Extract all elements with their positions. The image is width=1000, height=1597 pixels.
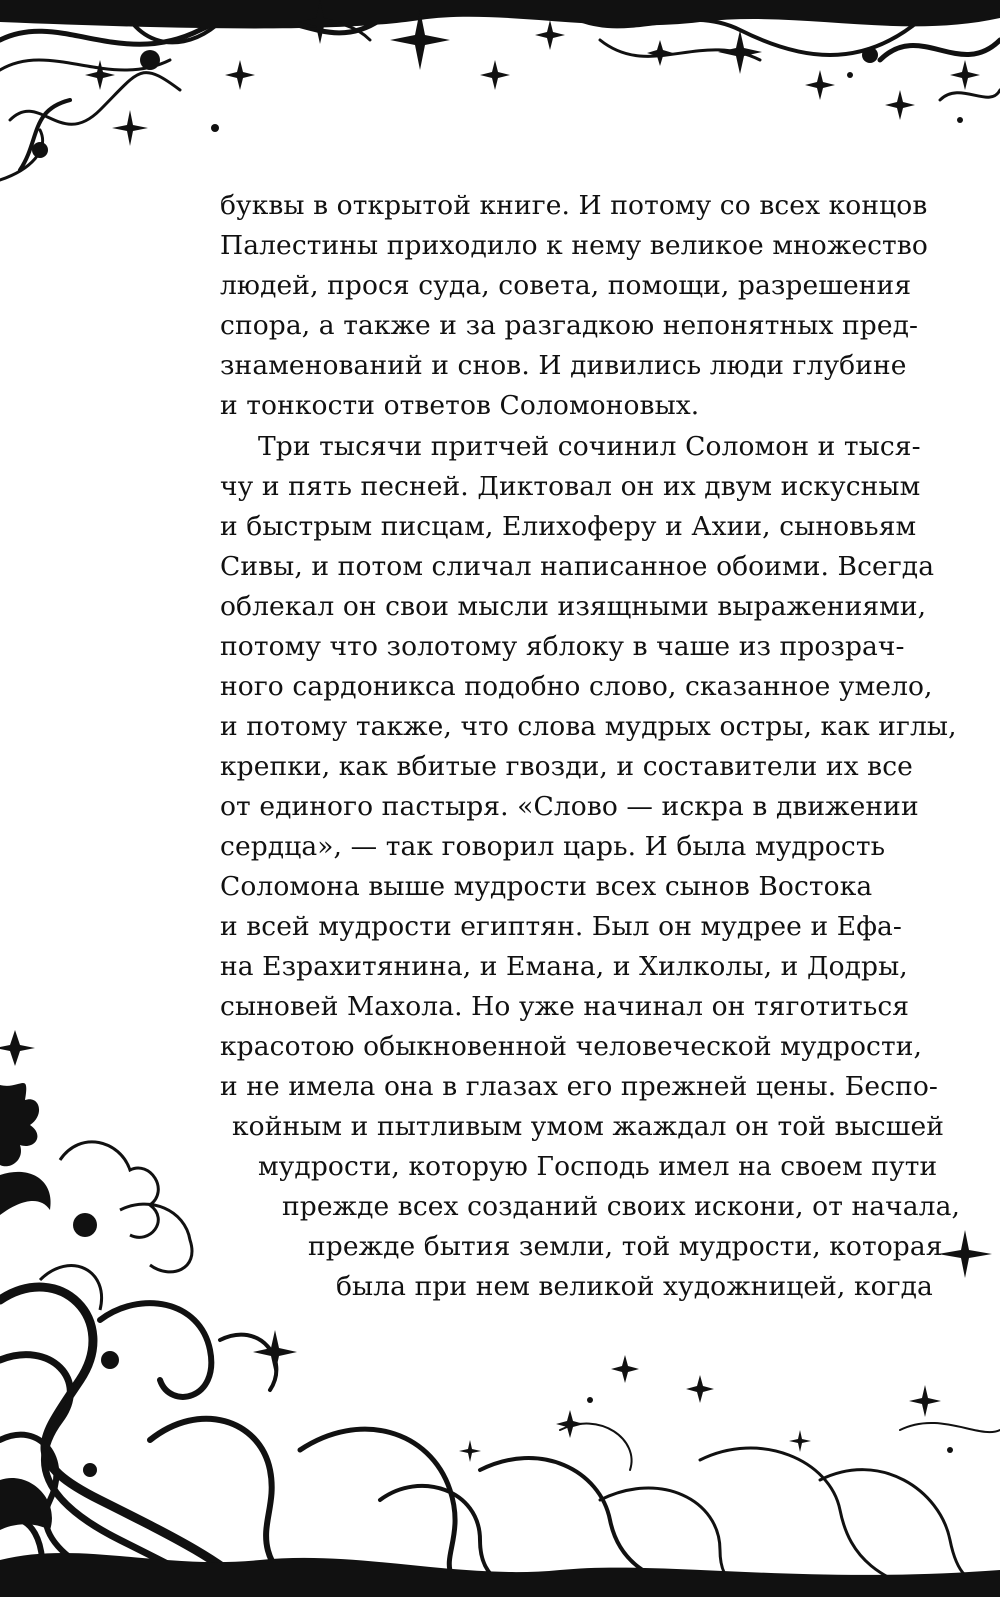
text-line: и всей мудрости египтян. Был он мудрее и Ефа-: [220, 911, 902, 942]
text-line: Три тысячи притчей сочинил Соломон и тыся-: [258, 431, 921, 462]
text-line: и не имела она в глазах его прежней цены. Беспо-: [220, 1071, 938, 1102]
text-line: людей, прося суда, совета, помощи, разрешения: [220, 270, 912, 301]
left-flower: [40, 1142, 192, 1310]
text-line: потому что золотому яблоку в чаше из прозрач-: [220, 631, 905, 662]
text-line: сыновей Махола. Но уже начинал он тяготиться: [220, 991, 910, 1022]
text-line: Соломона выше мудрости всех сынов Востока: [220, 871, 873, 902]
text-line: и потому также, что слова мудрых остры, как иглы,: [220, 711, 957, 742]
text-line: койным и пытливым умом жаждал он той высшей: [232, 1111, 945, 1142]
text-line: спора, а также и за разгадкою непонятных пред-: [220, 310, 919, 341]
text-line: чу и пять песней. Диктовал он их двум искусным: [220, 471, 921, 502]
text-line: крепки, как вбитые гвозди, и составители их все: [220, 751, 913, 782]
text-line: от единого пастыря. «Слово — искра в движении: [220, 791, 919, 822]
text-line: мудрости, которую Господь имел на своем пути: [258, 1151, 938, 1182]
text-line: красотою обыкновенной человеческой мудрости,: [220, 1031, 923, 1062]
text-line: и тонкости ответов Соломоновых.: [220, 390, 700, 421]
text-line: на Езрахитянина, и Емана, и Хилколы, и Додры,: [220, 951, 908, 982]
text-line: облекал он свои мысли изящными выражениями,: [220, 591, 927, 622]
text-line: прежде всех созданий своих искони, от начала,: [282, 1191, 961, 1222]
bottom-swirl-shading: [0, 1351, 1000, 1597]
text-line: знаменований и снов. И дивились люди глубине: [220, 350, 907, 381]
text-line: сердца», — так говорил царь. И была мудрость: [220, 831, 886, 862]
top-swirl-shading: [0, 0, 1000, 158]
text-line: прежде бытия земли, той мудрости, которая: [308, 1231, 943, 1262]
text-line: буквы в открытой книге. И потому со всех концов: [220, 190, 928, 221]
text-line: Палестины приходило к нему великое множество: [220, 230, 928, 261]
text-line: Сивы, и потом сличал написанное обоими. Всегда: [220, 551, 935, 582]
text-line: была при нем великой художницей, когда: [336, 1271, 933, 1302]
text-line: ного сардоникса подобно слово, сказанное умело,: [220, 671, 933, 702]
bottom-swirl-border: [0, 1287, 1000, 1597]
left-foliage: [0, 1030, 97, 1237]
text-line: и быстрым писцам, Елихоферу и Ахии, сыновьям: [220, 511, 917, 542]
